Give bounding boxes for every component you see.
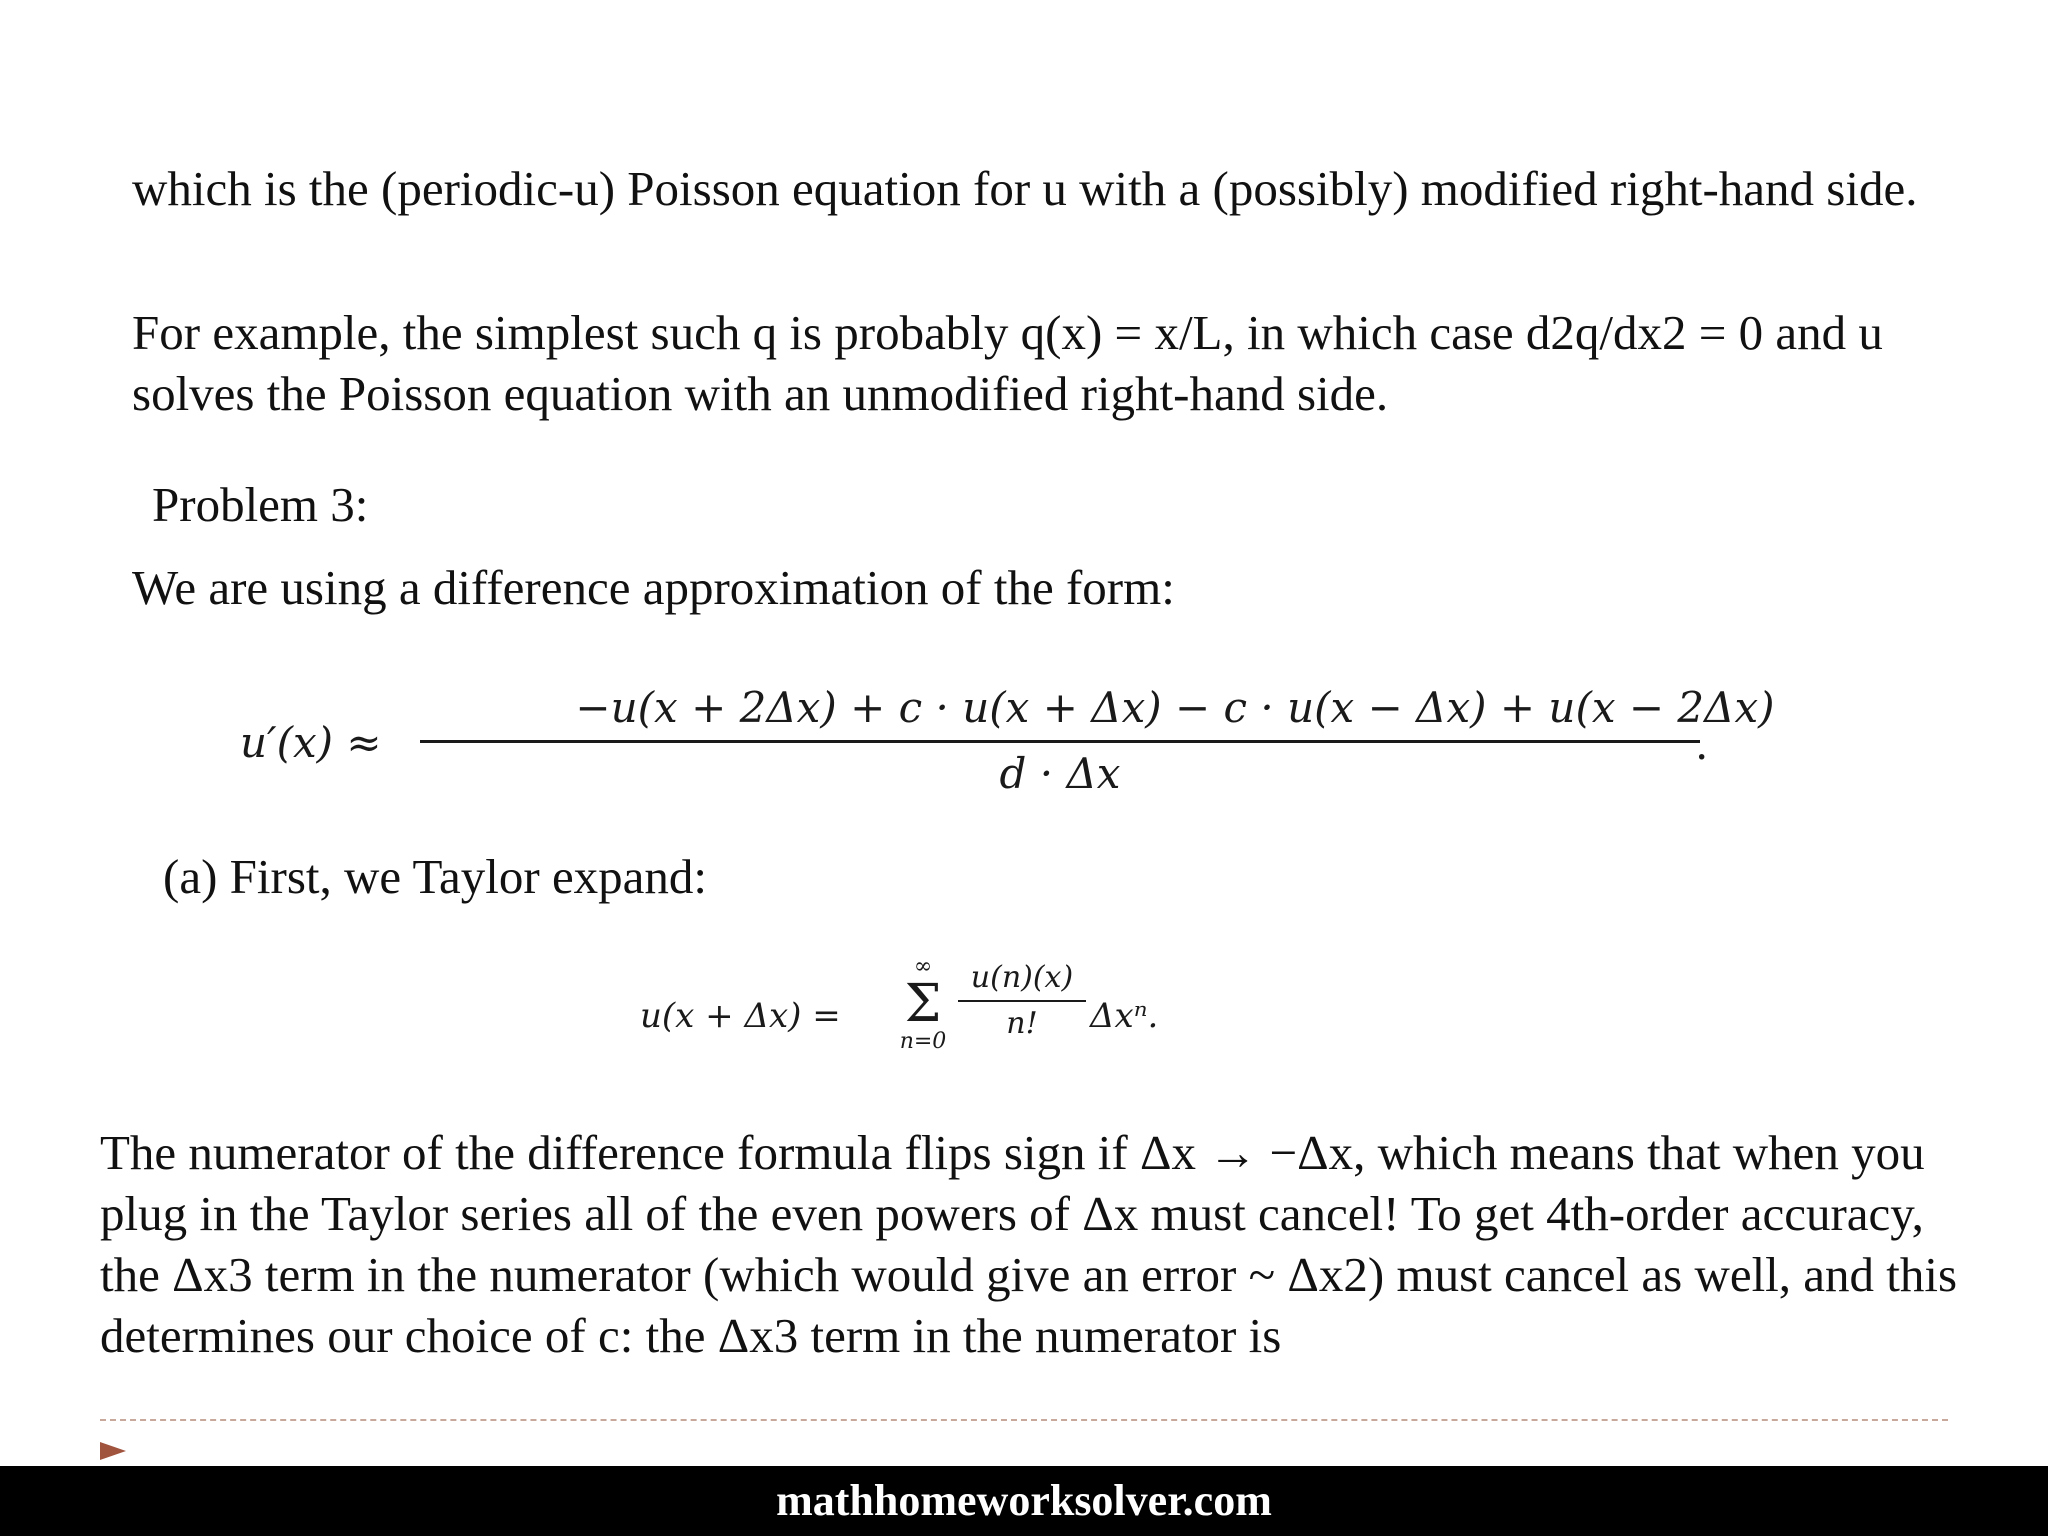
taylor-series-equation [640, 950, 1200, 1080]
taylor-fraction-bar [958, 1000, 1086, 1002]
triangle-bullet-icon [100, 1442, 126, 1460]
taylor-fraction [952, 958, 1092, 1044]
footer-site-name: mathhomeworksolver.com [776, 1476, 1272, 1525]
footer-bar [0, 1466, 2048, 1536]
intro-paragraph: which is the (periodic-u) Poisson equation for u with a (possibly) modified right-hand side. [132, 161, 1918, 216]
footer-divider [100, 1419, 1948, 1421]
example-paragraph: For example, the simplest such q is probably q(x) = x/L, in which case d2q/dx2 = 0 and u solves the Poisson equation with an unmodified right-hand side. [132, 305, 1883, 421]
fraction-bar [420, 740, 1700, 743]
taylor-lhs: u(x + Δx) = [640, 996, 841, 1036]
sum-lower-limit: n=0 [899, 1029, 947, 1054]
explanation-paragraph: The numerator of the difference formula flips sign if Δx → −Δx, which means that when you plug in the Taylor series all of the even powers of Δx must cancel! To get 4th-order accuracy, the Δx3 term in the numerator (which would give an error ~ Δx2) must cancel as well, and this determines our choice of c: the Δx3 term in the numerator is [100, 1125, 1958, 1363]
difference-approximation-equation [240, 680, 1775, 800]
problem-heading: Problem 3: [152, 477, 369, 532]
equation-period: . [1695, 720, 1709, 769]
equation-denominator: d · Δx [999, 749, 1121, 798]
equation-lhs: u′(x) ≈ [240, 718, 382, 767]
part-a-label: (a) First, we Taylor expand: [163, 849, 708, 904]
summation [888, 956, 958, 1054]
taylor-numerator: u(n)(x) [970, 960, 1074, 995]
sum-upper-limit: ∞ [913, 954, 933, 979]
equation-numerator: −u(x + 2Δx) + c · u(x + Δx) − c · u(x − Δx) + u(x − 2Δx) [575, 683, 1775, 732]
taylor-tail: Δxⁿ. [1090, 996, 1159, 1036]
taylor-denominator: n! [1006, 1006, 1038, 1041]
sigma-symbol: Σ [904, 974, 942, 1034]
approximation-intro: We are using a difference approximation of the form: [132, 560, 1175, 615]
